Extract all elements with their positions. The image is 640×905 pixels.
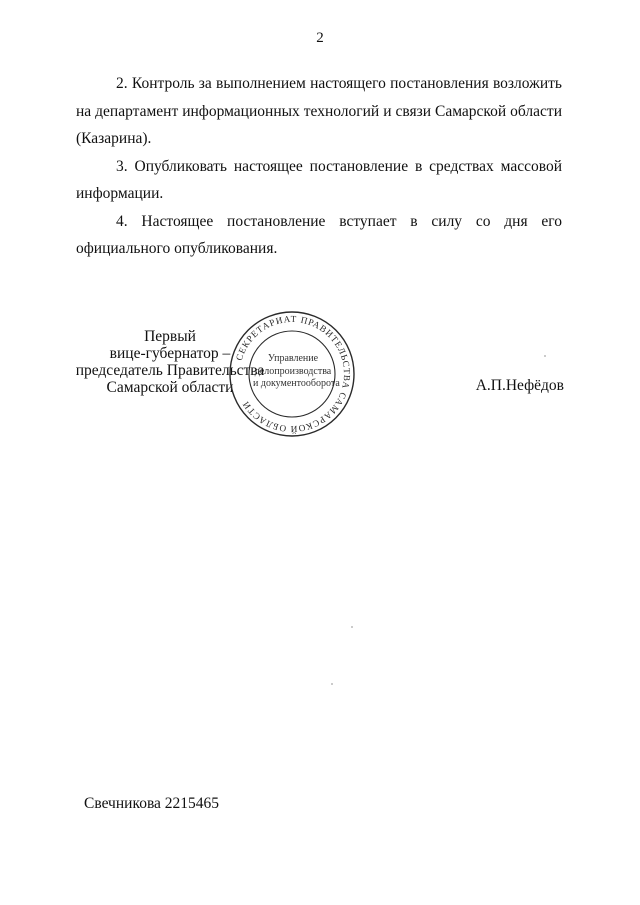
signatory-title-line: Первый <box>144 328 196 345</box>
paragraph-2: 2. Контроль за выполнением настоящего постановления возложить на департамент информационных технологий и связи Самарской области (Казарина). <box>76 75 562 147</box>
paragraph-3: 3. Опубликовать настоящее постановление в средствах массовой информации. <box>76 157 562 202</box>
paragraph-4: 4. Настоящее постановление вступает в силу со дня его официального опубликования. <box>76 212 562 257</box>
signatory-title-line: председатель Правительства <box>75 362 265 379</box>
stamp-ring-text: СЕКРЕТАРИАТ ПРАВИТЕЛЬСТВА САМАРСКОЙ ОБЛАСТИ <box>233 313 353 435</box>
signatory-name: А.П.Нефёдов <box>475 377 564 394</box>
scan-speck <box>351 626 353 628</box>
page-number: 2 <box>316 30 324 46</box>
document-body <box>76 70 562 263</box>
stamp-center-line: Управление <box>267 353 319 364</box>
stamp-center-text <box>253 353 340 391</box>
stamp-center-line: и документооборота <box>253 378 340 389</box>
signatory-title-line: Самарской области <box>106 379 234 396</box>
signatory-title-line: вице-губернатор – <box>109 345 231 362</box>
scan-speck <box>544 355 546 357</box>
scan-speck <box>331 683 333 685</box>
executor-contact: Свечникова 2215465 <box>84 795 220 812</box>
stamp-center-line: делопроизводства <box>254 365 332 377</box>
